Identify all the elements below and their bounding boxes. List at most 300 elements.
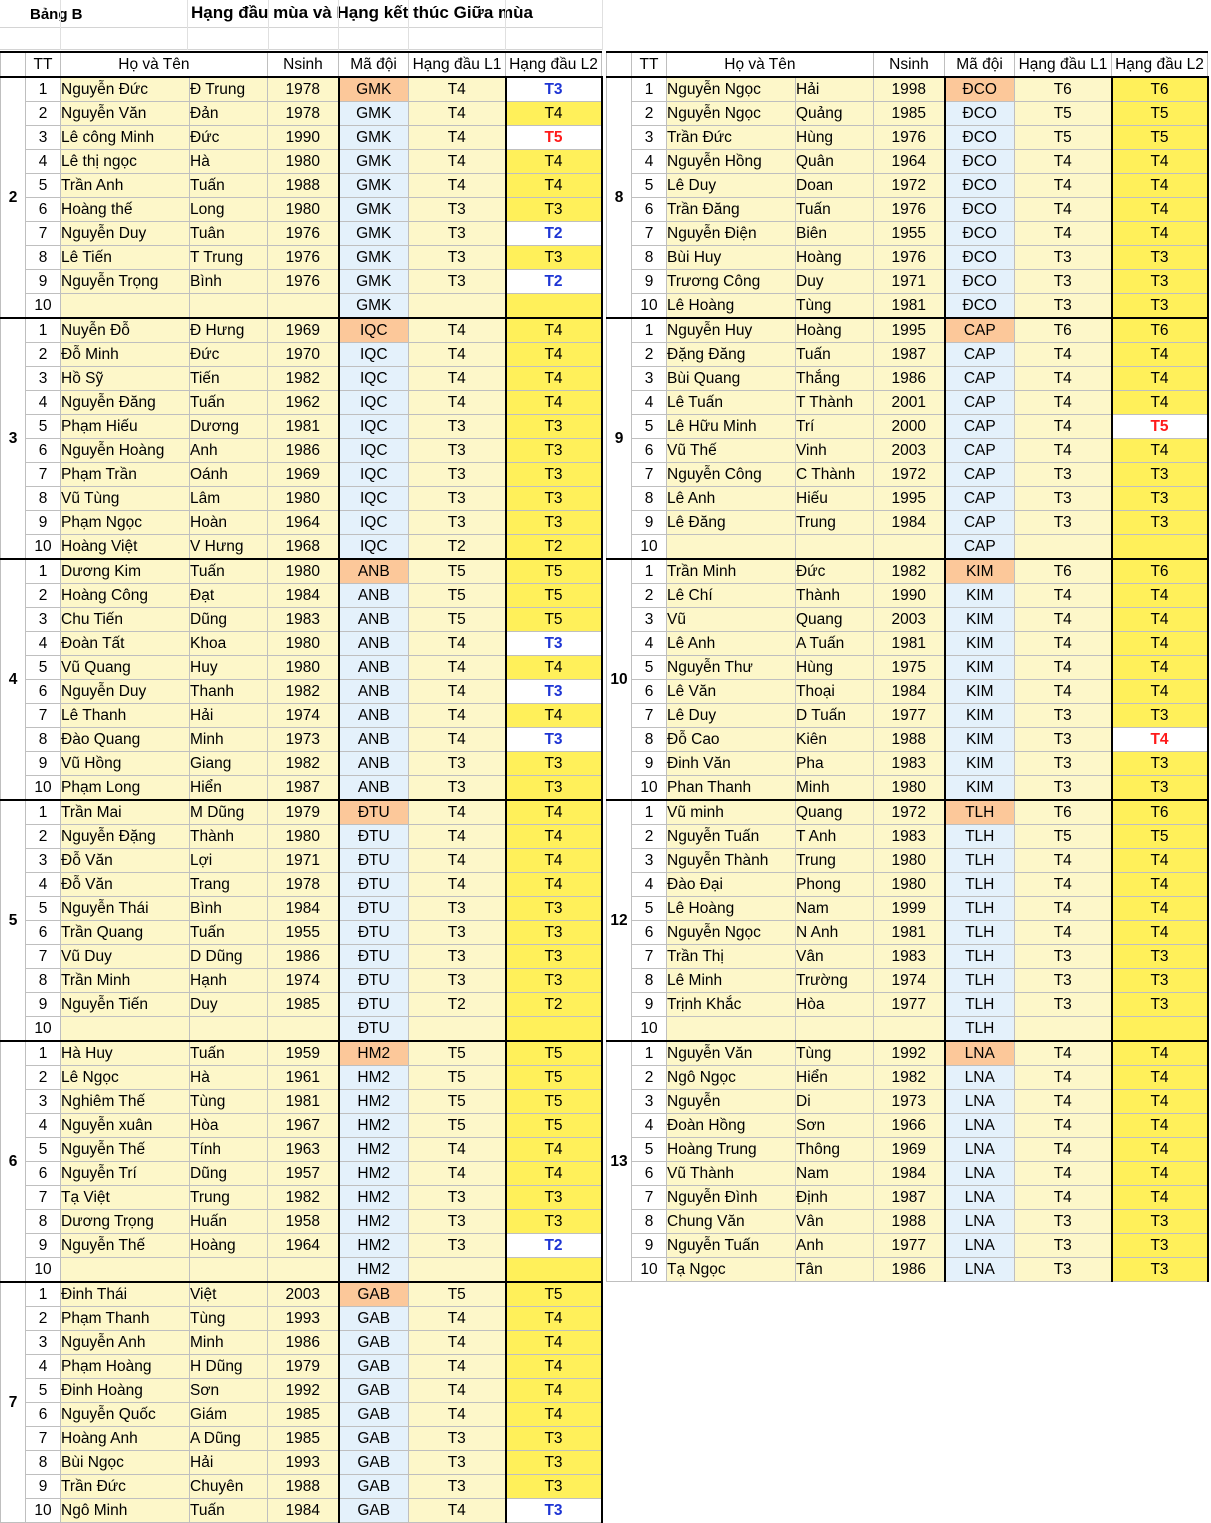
team-code-cell[interactable]: CAP: [945, 318, 1015, 343]
given-name-cell[interactable]: Hòa: [796, 993, 874, 1017]
birth-year-cell[interactable]: 2003: [268, 1282, 339, 1307]
rank-l2-cell[interactable]: T4: [506, 1162, 602, 1186]
row-number[interactable]: 2: [632, 343, 667, 367]
birth-year-cell[interactable]: 1988: [874, 728, 945, 752]
birth-year-cell[interactable]: 1983: [874, 825, 945, 849]
row-number[interactable]: 8: [632, 246, 667, 270]
birth-year-cell[interactable]: 1976: [874, 126, 945, 150]
given-name-cell[interactable]: Quảng: [796, 102, 874, 126]
row-number[interactable]: 9: [26, 993, 61, 1017]
row-number[interactable]: 9: [632, 1234, 667, 1258]
given-name-cell[interactable]: Tính: [190, 1138, 268, 1162]
rank-l1-cell[interactable]: T4: [409, 680, 506, 704]
team-code-cell[interactable]: GMK: [339, 198, 409, 222]
rank-l2-cell[interactable]: T4: [1112, 343, 1208, 367]
birth-year-cell[interactable]: 1978: [268, 77, 339, 102]
birth-year-cell[interactable]: 1992: [268, 1379, 339, 1403]
given-name-cell[interactable]: Đức: [796, 559, 874, 584]
birth-year-cell[interactable]: 1977: [874, 993, 945, 1017]
team-code-cell[interactable]: LNA: [945, 1162, 1015, 1186]
given-name-cell[interactable]: A Tuấn: [796, 632, 874, 656]
birth-year-cell[interactable]: 1987: [268, 776, 339, 801]
given-name-cell[interactable]: Hiếu: [796, 487, 874, 511]
surname-cell[interactable]: Chung Văn: [667, 1210, 796, 1234]
team-code-cell[interactable]: HM2: [339, 1041, 409, 1066]
team-code-cell[interactable]: ĐTU: [339, 993, 409, 1017]
rank-l2-cell[interactable]: T4: [506, 656, 602, 680]
surname-cell[interactable]: Bùi Ngọc: [61, 1451, 190, 1475]
rank-l1-cell[interactable]: T4: [409, 343, 506, 367]
row-number[interactable]: 9: [632, 993, 667, 1017]
given-name-cell[interactable]: Anh: [796, 1234, 874, 1258]
rank-l2-cell[interactable]: T3: [506, 728, 602, 752]
rank-l1-cell[interactable]: T4: [409, 873, 506, 897]
given-name-cell[interactable]: Đ Trung: [190, 77, 268, 102]
rank-l1-cell[interactable]: T5: [409, 1041, 506, 1066]
given-name-cell[interactable]: H Dũng: [190, 1355, 268, 1379]
team-code-cell[interactable]: ĐTU: [339, 897, 409, 921]
row-number[interactable]: 2: [632, 825, 667, 849]
rank-l1-cell[interactable]: T2: [409, 535, 506, 560]
row-number[interactable]: 1: [26, 1282, 61, 1307]
team-code-cell[interactable]: IQC: [339, 415, 409, 439]
birth-year-cell[interactable]: 1983: [874, 752, 945, 776]
rank-l2-cell[interactable]: T4: [506, 873, 602, 897]
row-number[interactable]: 6: [632, 439, 667, 463]
row-number[interactable]: 3: [632, 367, 667, 391]
rank-l1-cell[interactable]: T4: [409, 704, 506, 728]
rank-l2-cell[interactable]: T2: [506, 222, 602, 246]
rank-l2-cell[interactable]: T4: [506, 367, 602, 391]
team-code-cell[interactable]: ĐCO: [945, 77, 1015, 102]
surname-cell[interactable]: Đoàn Tất: [61, 632, 190, 656]
row-number[interactable]: 8: [26, 487, 61, 511]
row-number[interactable]: 5: [26, 415, 61, 439]
rank-l1-cell[interactable]: T3: [1015, 487, 1112, 511]
given-name-cell[interactable]: Tùng: [796, 1041, 874, 1066]
team-code-cell[interactable]: ĐCO: [945, 126, 1015, 150]
surname-cell[interactable]: Đào Quang: [61, 728, 190, 752]
rank-l2-cell[interactable]: [506, 1017, 602, 1042]
rank-l2-cell[interactable]: T4: [506, 825, 602, 849]
rank-l2-cell[interactable]: T4: [506, 150, 602, 174]
surname-cell[interactable]: Nguyễn Duy: [61, 680, 190, 704]
given-name-cell[interactable]: Tuấn: [190, 921, 268, 945]
row-number[interactable]: 8: [26, 1210, 61, 1234]
given-name-cell[interactable]: Hoàng: [190, 1234, 268, 1258]
surname-cell[interactable]: Phạm Thanh: [61, 1307, 190, 1331]
row-number[interactable]: 1: [632, 800, 667, 825]
rank-l2-cell[interactable]: T3: [506, 1475, 602, 1499]
rank-l2-cell[interactable]: T3: [1112, 487, 1208, 511]
rank-l1-cell[interactable]: T3: [409, 945, 506, 969]
birth-year-cell[interactable]: 1988: [268, 1475, 339, 1499]
surname-cell[interactable]: Lê Chí: [667, 584, 796, 608]
surname-cell[interactable]: Ngô Ngọc: [667, 1066, 796, 1090]
team-code-cell[interactable]: TLH: [945, 897, 1015, 921]
team-code-cell[interactable]: KIM: [945, 608, 1015, 632]
rank-l2-cell[interactable]: T3: [1112, 776, 1208, 801]
rank-l1-cell[interactable]: T4: [409, 1379, 506, 1403]
rank-l2-cell[interactable]: T4: [1112, 584, 1208, 608]
birth-year-cell[interactable]: 1999: [874, 897, 945, 921]
birth-year-cell[interactable]: 1985: [268, 1427, 339, 1451]
given-name-cell[interactable]: Minh: [190, 1331, 268, 1355]
rank-l1-cell[interactable]: T4: [409, 367, 506, 391]
birth-year-cell[interactable]: 1977: [874, 704, 945, 728]
row-number[interactable]: 6: [26, 680, 61, 704]
row-number[interactable]: 3: [26, 126, 61, 150]
rank-l2-cell[interactable]: T4: [1112, 921, 1208, 945]
team-code-cell[interactable]: IQC: [339, 535, 409, 560]
given-name-cell[interactable]: Trung: [796, 849, 874, 873]
birth-year-cell[interactable]: 1980: [268, 656, 339, 680]
rank-l2-cell[interactable]: T4: [506, 343, 602, 367]
surname-cell[interactable]: Nguyễn Đình: [667, 1186, 796, 1210]
birth-year-cell[interactable]: 1981: [874, 921, 945, 945]
rank-l2-cell[interactable]: T3: [506, 680, 602, 704]
birth-year-cell[interactable]: [268, 1017, 339, 1042]
surname-cell[interactable]: Lê Minh: [667, 969, 796, 993]
rank-l2-cell[interactable]: T3: [1112, 993, 1208, 1017]
rank-l1-cell[interactable]: T4: [409, 825, 506, 849]
surname-cell[interactable]: Vũ Tùng: [61, 487, 190, 511]
rank-l2-cell[interactable]: [506, 1258, 602, 1283]
rank-l1-cell[interactable]: T4: [1015, 1138, 1112, 1162]
rank-l2-cell[interactable]: T4: [1112, 1138, 1208, 1162]
rank-l1-cell[interactable]: T3: [409, 511, 506, 535]
birth-year-cell[interactable]: 1998: [874, 77, 945, 102]
row-number[interactable]: 7: [632, 945, 667, 969]
given-name-cell[interactable]: D Tuấn: [796, 704, 874, 728]
team-code-cell[interactable]: TLH: [945, 1017, 1015, 1042]
birth-year-cell[interactable]: 1986: [268, 1331, 339, 1355]
rank-l2-cell[interactable]: T4: [506, 800, 602, 825]
birth-year-cell[interactable]: 1969: [268, 463, 339, 487]
team-code-cell[interactable]: KIM: [945, 776, 1015, 801]
team-code-cell[interactable]: GMK: [339, 270, 409, 294]
team-code-cell[interactable]: KIM: [945, 584, 1015, 608]
birth-year-cell[interactable]: 1982: [874, 559, 945, 584]
surname-cell[interactable]: Trần Mai: [61, 800, 190, 825]
rank-l2-cell[interactable]: T3: [1112, 945, 1208, 969]
row-number[interactable]: 5: [632, 656, 667, 680]
surname-cell[interactable]: Hoàng thế: [61, 198, 190, 222]
rank-l2-cell[interactable]: T3: [1112, 752, 1208, 776]
birth-year-cell[interactable]: 1974: [874, 969, 945, 993]
given-name-cell[interactable]: Doan: [796, 174, 874, 198]
surname-cell[interactable]: Ngô Minh: [61, 1499, 190, 1523]
given-name-cell[interactable]: Tiến: [190, 367, 268, 391]
given-name-cell[interactable]: Hòa: [190, 1114, 268, 1138]
surname-cell[interactable]: Trương Công: [667, 270, 796, 294]
rank-l1-cell[interactable]: T4: [409, 391, 506, 415]
team-code-cell[interactable]: CAP: [945, 439, 1015, 463]
team-code-cell[interactable]: GAB: [339, 1355, 409, 1379]
birth-year-cell[interactable]: 1977: [874, 1234, 945, 1258]
surname-cell[interactable]: Lê thị ngọc: [61, 150, 190, 174]
given-name-cell[interactable]: Quang: [796, 608, 874, 632]
surname-cell[interactable]: Lê Văn: [667, 680, 796, 704]
rank-l2-cell[interactable]: T3: [506, 415, 602, 439]
rank-l1-cell[interactable]: T4: [409, 632, 506, 656]
row-number[interactable]: 5: [26, 1138, 61, 1162]
birth-year-cell[interactable]: 1976: [268, 270, 339, 294]
row-number[interactable]: 9: [26, 1475, 61, 1499]
rank-l1-cell[interactable]: T3: [1015, 945, 1112, 969]
rank-l1-cell[interactable]: T3: [1015, 463, 1112, 487]
team-code-cell[interactable]: IQC: [339, 487, 409, 511]
team-code-cell[interactable]: HM2: [339, 1258, 409, 1283]
birth-year-cell[interactable]: 1995: [874, 318, 945, 343]
surname-cell[interactable]: Tạ Việt: [61, 1186, 190, 1210]
row-number[interactable]: 7: [26, 463, 61, 487]
row-number[interactable]: 10: [26, 1499, 61, 1523]
birth-year-cell[interactable]: 1980: [874, 776, 945, 801]
team-code-cell[interactable]: HM2: [339, 1114, 409, 1138]
surname-cell[interactable]: Nguyễn: [667, 1090, 796, 1114]
given-name-cell[interactable]: Kiên: [796, 728, 874, 752]
rank-l2-cell[interactable]: T3: [506, 969, 602, 993]
birth-year-cell[interactable]: 1979: [268, 800, 339, 825]
birth-year-cell[interactable]: 1987: [874, 1186, 945, 1210]
rank-l1-cell[interactable]: T4: [409, 318, 506, 343]
birth-year-cell[interactable]: 1984: [874, 680, 945, 704]
row-number[interactable]: 7: [26, 1427, 61, 1451]
row-number[interactable]: 6: [632, 198, 667, 222]
rank-l2-cell[interactable]: T4: [1112, 1114, 1208, 1138]
rank-l1-cell[interactable]: T3: [1015, 969, 1112, 993]
row-number[interactable]: 1: [26, 559, 61, 584]
rank-l2-cell[interactable]: T3: [1112, 270, 1208, 294]
team-code-cell[interactable]: HM2: [339, 1066, 409, 1090]
team-code-cell[interactable]: ĐTU: [339, 873, 409, 897]
rank-l1-cell[interactable]: T3: [1015, 776, 1112, 801]
team-code-cell[interactable]: CAP: [945, 343, 1015, 367]
surname-cell[interactable]: Nguyễn Thư: [667, 656, 796, 680]
team-code-cell[interactable]: TLH: [945, 993, 1015, 1017]
row-number[interactable]: 3: [632, 126, 667, 150]
rank-l2-cell[interactable]: T3: [506, 463, 602, 487]
rank-l1-cell[interactable]: T4: [1015, 656, 1112, 680]
birth-year-cell[interactable]: 1962: [268, 391, 339, 415]
given-name-cell[interactable]: Bình: [190, 270, 268, 294]
row-number[interactable]: 1: [26, 77, 61, 102]
rank-l1-cell[interactable]: T5: [409, 1090, 506, 1114]
rank-l1-cell[interactable]: T3: [1015, 1234, 1112, 1258]
rank-l1-cell[interactable]: T4: [1015, 198, 1112, 222]
given-name-cell[interactable]: Pha: [796, 752, 874, 776]
team-code-cell[interactable]: ĐCO: [945, 294, 1015, 319]
rank-l1-cell[interactable]: T3: [409, 969, 506, 993]
birth-year-cell[interactable]: 1984: [874, 1162, 945, 1186]
rank-l2-cell[interactable]: T3: [506, 945, 602, 969]
birth-year-cell[interactable]: 1976: [268, 246, 339, 270]
rank-l2-cell[interactable]: T3: [1112, 1234, 1208, 1258]
rank-l1-cell[interactable]: T4: [1015, 174, 1112, 198]
birth-year-cell[interactable]: 1975: [874, 656, 945, 680]
row-number[interactable]: 9: [632, 511, 667, 535]
row-number[interactable]: 4: [26, 150, 61, 174]
birth-year-cell[interactable]: 1984: [874, 511, 945, 535]
rank-l2-cell[interactable]: T4: [1112, 897, 1208, 921]
team-code-cell[interactable]: IQC: [339, 463, 409, 487]
rank-l2-cell[interactable]: T3: [1112, 511, 1208, 535]
birth-year-cell[interactable]: 1993: [268, 1451, 339, 1475]
birth-year-cell[interactable]: 1987: [874, 343, 945, 367]
team-code-cell[interactable]: GMK: [339, 246, 409, 270]
birth-year-cell[interactable]: 1964: [268, 1234, 339, 1258]
surname-cell[interactable]: [667, 1017, 796, 1042]
rank-l2-cell[interactable]: T6: [1112, 318, 1208, 343]
surname-cell[interactable]: Chu Tiến: [61, 608, 190, 632]
birth-year-cell[interactable]: 1973: [874, 1090, 945, 1114]
row-number[interactable]: 10: [632, 294, 667, 319]
rank-l1-cell[interactable]: T3: [409, 1427, 506, 1451]
surname-cell[interactable]: Đinh Văn: [667, 752, 796, 776]
given-name-cell[interactable]: Duy: [190, 993, 268, 1017]
rank-l2-cell[interactable]: T3: [506, 246, 602, 270]
given-name-cell[interactable]: Đức: [190, 126, 268, 150]
team-code-cell[interactable]: GAB: [339, 1379, 409, 1403]
rank-l2-cell[interactable]: T4: [506, 1307, 602, 1331]
rank-l2-cell[interactable]: T4: [1112, 1066, 1208, 1090]
row-number[interactable]: 1: [26, 800, 61, 825]
birth-year-cell[interactable]: 1983: [874, 945, 945, 969]
birth-year-cell[interactable]: 1985: [874, 102, 945, 126]
rank-l2-cell[interactable]: T3: [506, 752, 602, 776]
team-code-cell[interactable]: KIM: [945, 632, 1015, 656]
rank-l1-cell[interactable]: T3: [1015, 728, 1112, 752]
row-number[interactable]: 10: [632, 776, 667, 801]
given-name-cell[interactable]: Biên: [796, 222, 874, 246]
row-number[interactable]: 3: [26, 1090, 61, 1114]
row-number[interactable]: 4: [632, 391, 667, 415]
surname-cell[interactable]: Hoàng Trung: [667, 1138, 796, 1162]
given-name-cell[interactable]: Lâm: [190, 487, 268, 511]
given-name-cell[interactable]: Thanh: [190, 680, 268, 704]
given-name-cell[interactable]: Việt: [190, 1282, 268, 1307]
row-number[interactable]: 4: [26, 391, 61, 415]
given-name-cell[interactable]: Trang: [190, 873, 268, 897]
team-code-cell[interactable]: ĐCO: [945, 102, 1015, 126]
surname-cell[interactable]: Nguyễn Hoàng: [61, 439, 190, 463]
rank-l1-cell[interactable]: T6: [1015, 77, 1112, 102]
birth-year-cell[interactable]: 1980: [874, 849, 945, 873]
surname-cell[interactable]: Hồ Sỹ: [61, 367, 190, 391]
birth-year-cell[interactable]: 1982: [268, 752, 339, 776]
given-name-cell[interactable]: Vân: [796, 945, 874, 969]
given-name-cell[interactable]: Hiển: [190, 776, 268, 801]
row-number[interactable]: 5: [26, 1379, 61, 1403]
team-code-cell[interactable]: TLH: [945, 945, 1015, 969]
rank-l2-cell[interactable]: T3: [506, 511, 602, 535]
team-code-cell[interactable]: GAB: [339, 1499, 409, 1523]
row-number[interactable]: 9: [26, 270, 61, 294]
rank-l1-cell[interactable]: T3: [409, 1210, 506, 1234]
rank-l2-cell[interactable]: T3: [1112, 294, 1208, 319]
rank-l1-cell[interactable]: T4: [1015, 1041, 1112, 1066]
surname-cell[interactable]: Lê Ngọc: [61, 1066, 190, 1090]
surname-cell[interactable]: Trần Quang: [61, 921, 190, 945]
birth-year-cell[interactable]: 1966: [874, 1114, 945, 1138]
birth-year-cell[interactable]: 1955: [874, 222, 945, 246]
birth-year-cell[interactable]: 1969: [268, 318, 339, 343]
row-number[interactable]: 4: [26, 873, 61, 897]
given-name-cell[interactable]: Hà: [190, 150, 268, 174]
team-code-cell[interactable]: ĐTU: [339, 921, 409, 945]
surname-cell[interactable]: Lê Tiến: [61, 246, 190, 270]
rank-l2-cell[interactable]: T2: [506, 535, 602, 560]
birth-year-cell[interactable]: 1985: [268, 993, 339, 1017]
surname-cell[interactable]: Lê Duy: [667, 174, 796, 198]
row-number[interactable]: 7: [26, 704, 61, 728]
given-name-cell[interactable]: Hạnh: [190, 969, 268, 993]
rank-l1-cell[interactable]: T4: [409, 126, 506, 150]
rank-l1-cell[interactable]: T4: [1015, 921, 1112, 945]
given-name-cell[interactable]: Trung: [796, 511, 874, 535]
surname-cell[interactable]: Đoàn Hồng: [667, 1114, 796, 1138]
team-code-cell[interactable]: ANB: [339, 559, 409, 584]
row-number[interactable]: 1: [632, 77, 667, 102]
rank-l2-cell[interactable]: T4: [1112, 174, 1208, 198]
rank-l2-cell[interactable]: T5: [506, 584, 602, 608]
surname-cell[interactable]: [61, 1017, 190, 1042]
team-code-cell[interactable]: KIM: [945, 728, 1015, 752]
surname-cell[interactable]: Đỗ Cao: [667, 728, 796, 752]
birth-year-cell[interactable]: 1961: [268, 1066, 339, 1090]
birth-year-cell[interactable]: 1982: [268, 367, 339, 391]
birth-year-cell[interactable]: 1982: [874, 1066, 945, 1090]
rank-l1-cell[interactable]: T5: [409, 559, 506, 584]
rank-l1-cell[interactable]: T4: [409, 1307, 506, 1331]
rank-l2-cell[interactable]: T4: [1112, 873, 1208, 897]
rank-l2-cell[interactable]: T6: [1112, 77, 1208, 102]
rank-l2-cell[interactable]: T5: [1112, 102, 1208, 126]
row-number[interactable]: 10: [26, 535, 61, 560]
rank-l2-cell[interactable]: T4: [506, 1403, 602, 1427]
surname-cell[interactable]: Nguyễn Huy: [667, 318, 796, 343]
row-number[interactable]: 7: [632, 1186, 667, 1210]
team-code-cell[interactable]: HM2: [339, 1234, 409, 1258]
team-code-cell[interactable]: GAB: [339, 1451, 409, 1475]
row-number[interactable]: 2: [632, 584, 667, 608]
surname-cell[interactable]: Nguyễn Văn: [61, 102, 190, 126]
rank-l1-cell[interactable]: T4: [409, 1499, 506, 1523]
rank-l2-cell[interactable]: T5: [1112, 415, 1208, 439]
rank-l2-cell[interactable]: T4: [506, 1355, 602, 1379]
given-name-cell[interactable]: Minh: [796, 776, 874, 801]
row-number[interactable]: 5: [632, 415, 667, 439]
surname-cell[interactable]: Nguyễn Ngọc: [667, 102, 796, 126]
given-name-cell[interactable]: Huấn: [190, 1210, 268, 1234]
surname-cell[interactable]: [61, 1258, 190, 1283]
surname-cell[interactable]: Đỗ Minh: [61, 343, 190, 367]
surname-cell[interactable]: Vũ Hồng: [61, 752, 190, 776]
birth-year-cell[interactable]: 1964: [874, 150, 945, 174]
birth-year-cell[interactable]: 1971: [268, 849, 339, 873]
given-name-cell[interactable]: Trí: [796, 415, 874, 439]
rank-l1-cell[interactable]: T4: [409, 174, 506, 198]
given-name-cell[interactable]: Minh: [190, 728, 268, 752]
surname-cell[interactable]: Nguyễn Quốc: [61, 1403, 190, 1427]
rank-l1-cell[interactable]: T4: [1015, 1114, 1112, 1138]
rank-l2-cell[interactable]: T4: [1112, 150, 1208, 174]
birth-year-cell[interactable]: 1976: [268, 222, 339, 246]
team-code-cell[interactable]: LNA: [945, 1186, 1015, 1210]
birth-year-cell[interactable]: 1986: [874, 1258, 945, 1282]
rank-l1-cell[interactable]: T5: [1015, 825, 1112, 849]
